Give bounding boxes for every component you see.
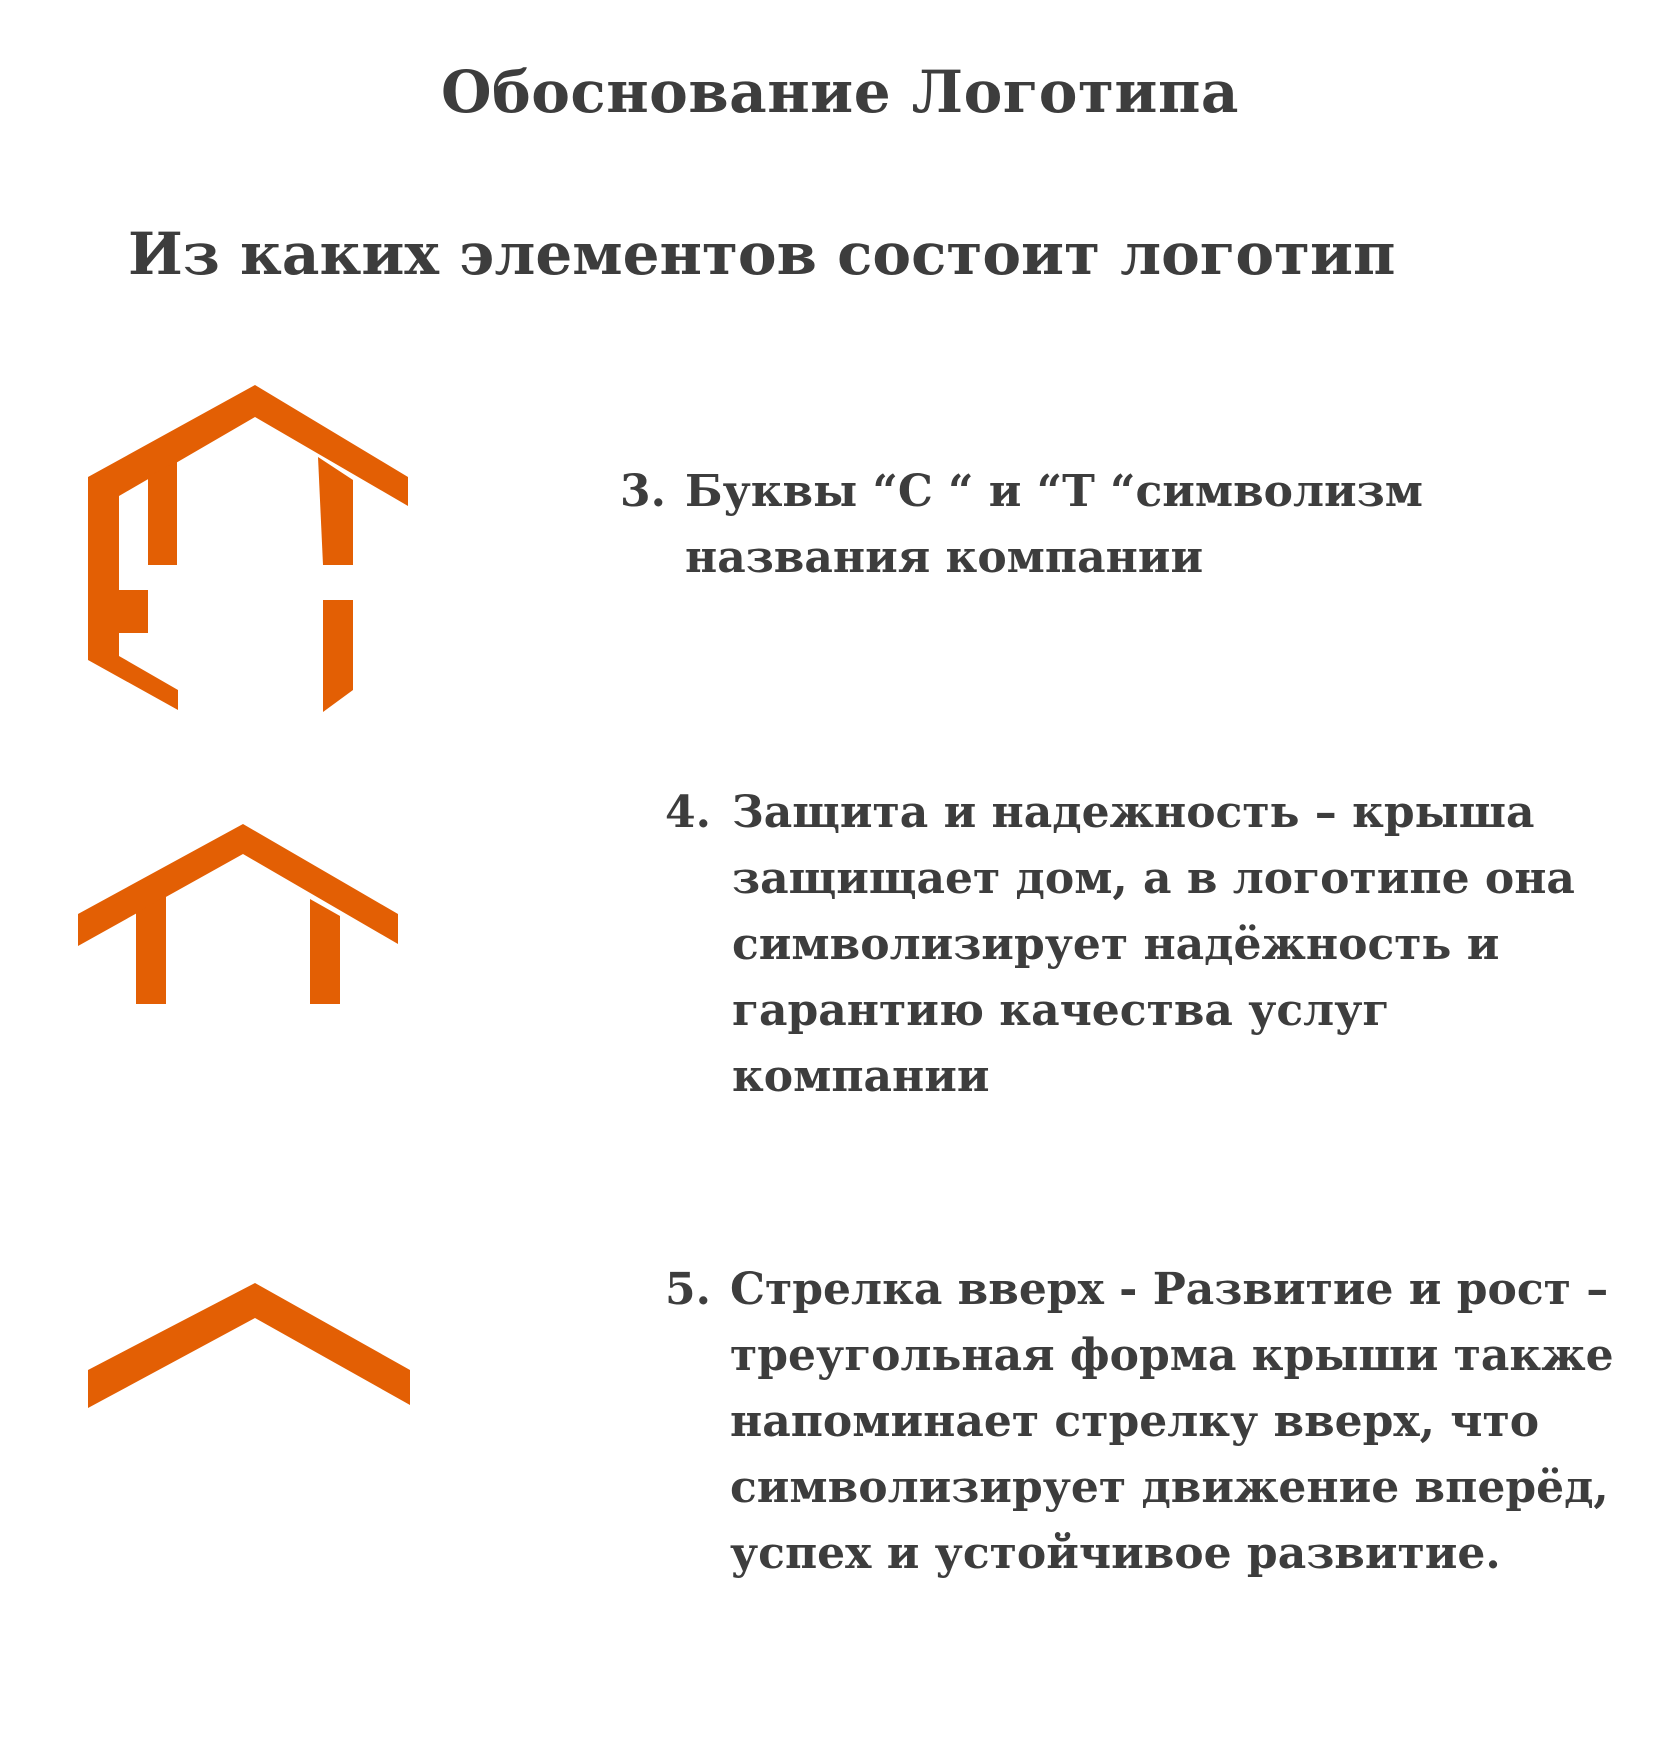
- section-subtitle: Из каких элементов состоит логотип: [128, 220, 1396, 288]
- item-text-line: защищает дом, а в логотипе она: [732, 853, 1575, 904]
- item-text-line: Стрелка вверх - Развитие и рост –: [730, 1264, 1609, 1315]
- item-text-line: Защита и надежность – крыша: [732, 787, 1535, 838]
- full-logo-house-with-letters-icon: [88, 385, 418, 715]
- item-number: 5.: [665, 1264, 711, 1315]
- item-text-line: гарантию качества услуг: [732, 985, 1390, 1036]
- item-number: 4.: [665, 787, 711, 838]
- item-text-line: компании: [732, 1051, 990, 1102]
- roof-arrow-up-icon: [88, 1283, 410, 1408]
- item-text-line: Буквы “С “ и “Т “символизм: [685, 466, 1423, 517]
- item-text-line: символизирует движение вперёд,: [730, 1462, 1609, 1513]
- item-number: 3.: [620, 466, 666, 517]
- roof-with-pillars-icon: [78, 824, 398, 1009]
- item-text-line: треугольная форма крыши также: [730, 1330, 1614, 1381]
- item-text-line: напоминает стрелку вверх, что: [730, 1396, 1540, 1447]
- item-text-line: успех и устойчивое развитие.: [730, 1528, 1501, 1579]
- item-text-line: названия компании: [685, 532, 1204, 583]
- page-title: Обоснование Логотипа: [441, 58, 1239, 126]
- item-text-line: символизирует надёжность и: [732, 919, 1500, 970]
